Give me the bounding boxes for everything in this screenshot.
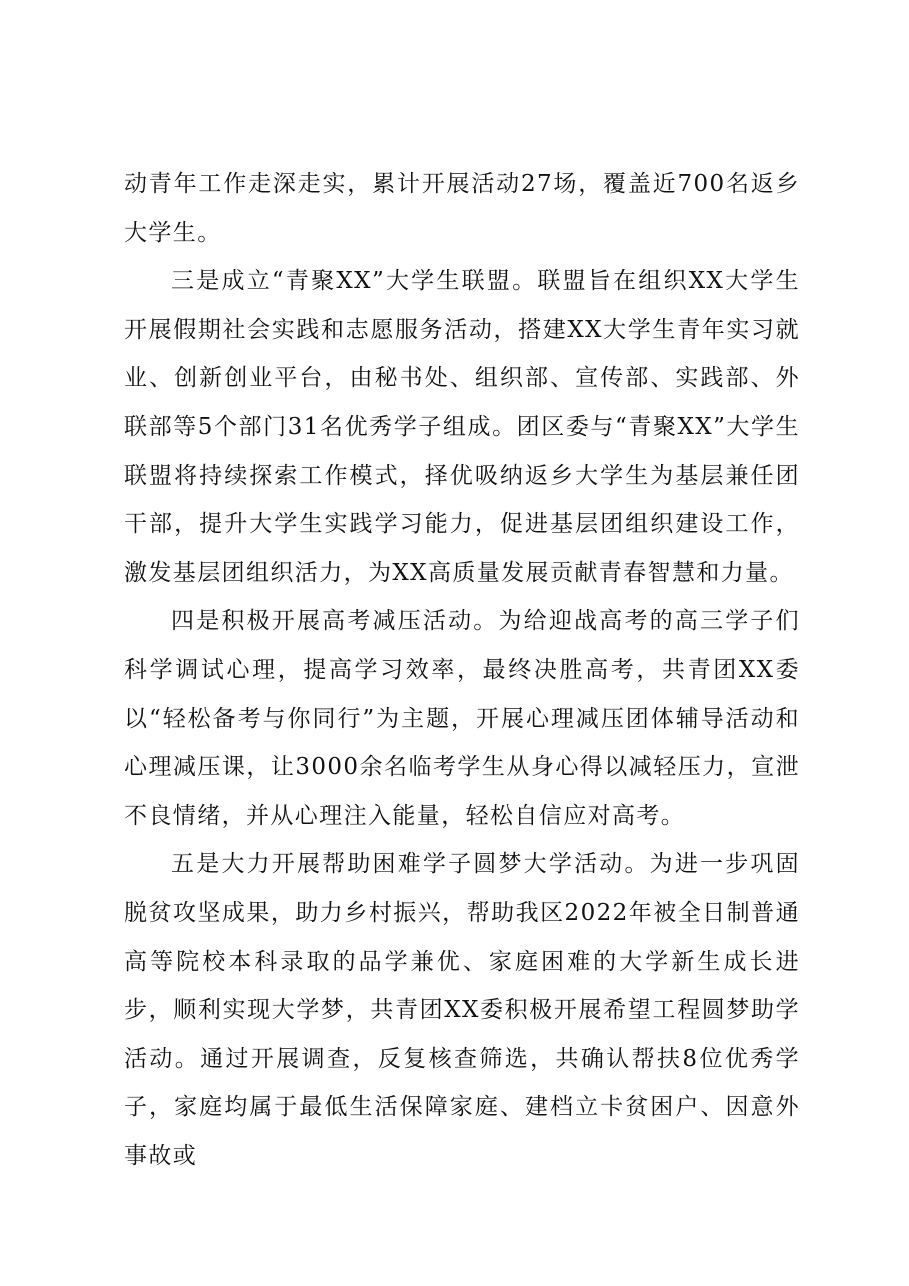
paragraph-point-four: 四是积极开展高考减压活动。为给迎战高考的高三学子们科学调试心理，提高学习效率，最终决胜高考，共青团XX委以“轻松备考与你同行”为主题，开展心理减压团体辅导活动和心理减压课，让3000余名临考学生从身心得以减轻压力，宣泄不良情绪，并从心理注入能量，轻松自信应对高考。 bbox=[124, 608, 800, 829]
paragraph-point-three: 三是成立“青聚XX”大学生联盟。联盟旨在组织XX大学生开展假期社会实践和志愿服务活动，搭建XX大学生青年实习就业、创新创业平台，由秘书处、组织部、宣传部、实践部、外联部等5个部门31名优秀学子组成。团区委与“青聚XX”大学生联盟将持续探索工作模式，择优吸纳返乡大学生为基层兼任团干部，提升大学生实践学习能力，促进基层团组织建设工作，激发基层团组织活力，为XX高质量发展贡献青春智慧和力量。 bbox=[124, 268, 800, 586]
paragraph-point-five: 五是大力开展帮助困难学子圆梦大学活动。为进一步巩固脱贫攻坚成果，助力乡村振兴，帮助我区2022年被全日制普通高等院校本科录取的品学兼优、家庭困难的大学新生成长进步，顺利实现大学梦，共青团XX委积极开展希望工程圆梦助学活动。通过开展调查，反复核查筛选，共确认帮扶8位优秀学子，家庭均属于最低生活保障家庭、建档立卡贫困户、因意外事故或 bbox=[124, 851, 800, 1169]
paragraph-continuation: 动青年工作走深走实，累计开展活动27场，覆盖近700名返乡大学生。 bbox=[124, 171, 800, 246]
document-body bbox=[124, 160, 800, 1180]
